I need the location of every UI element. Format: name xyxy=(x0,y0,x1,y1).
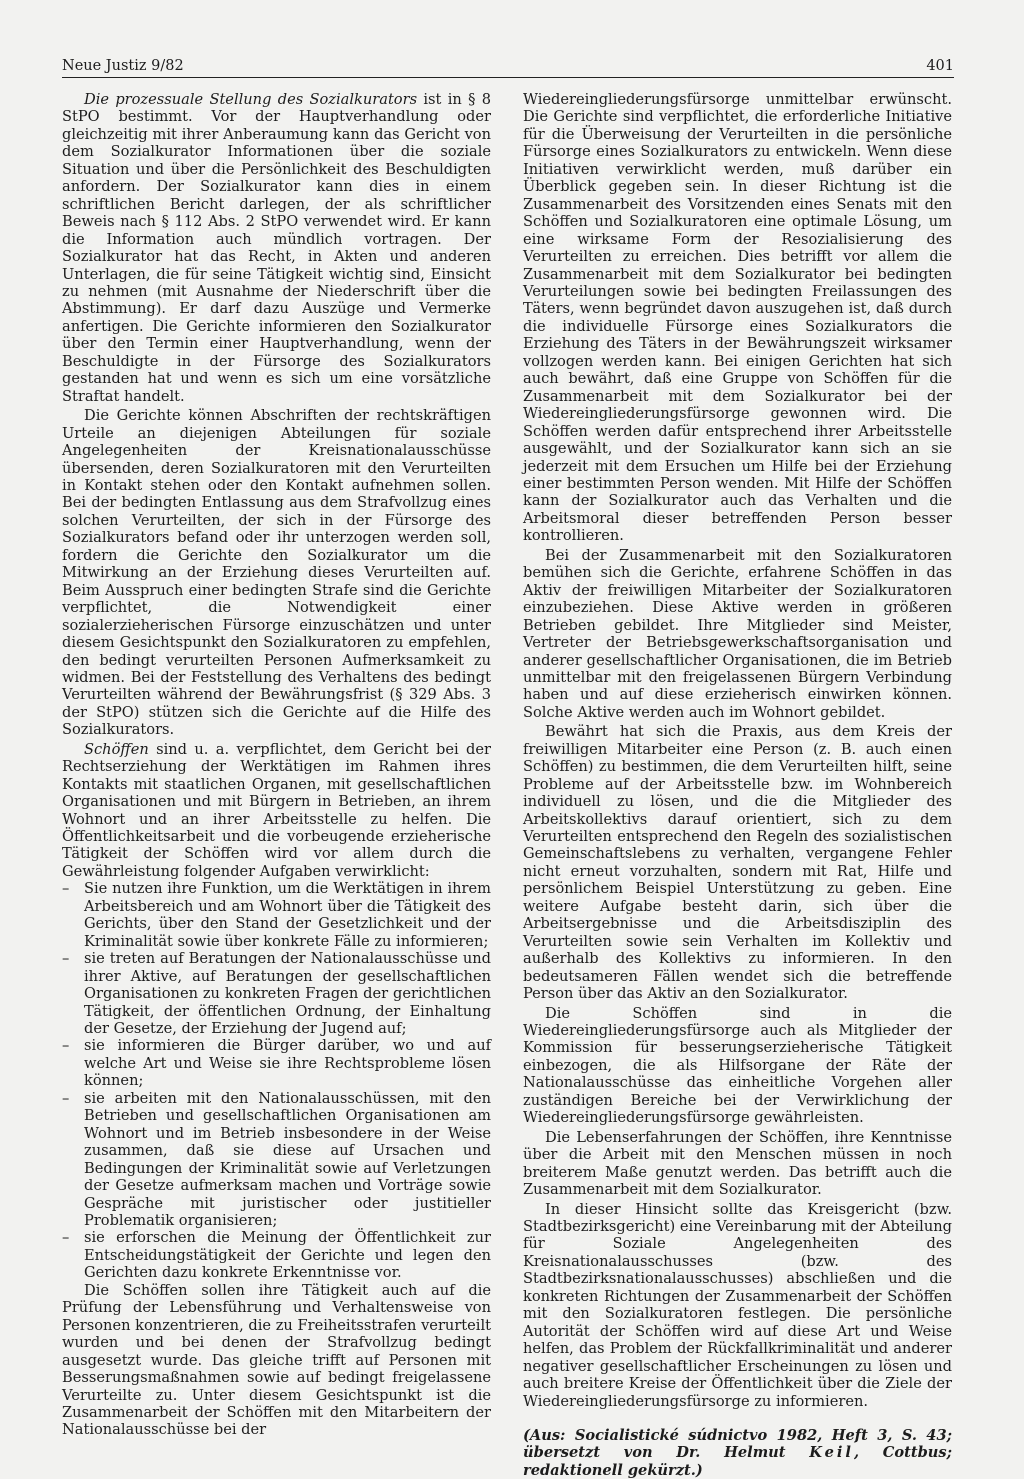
page-number: 401 xyxy=(926,58,954,74)
paragraph: Die Schöffen sollen ihre Tätigkeit auch auf die Prüfung der Lebensführung und Verhaltensweise von Personen konzentrieren, die zu Freiheitsstrafen verurteilt wurden und bei denen der Strafvollzug bedingt ausgesetzt wurde. Das gleiche trifft auf Personen mit Besserungsmaßnahmen sowie auf bedingt freigelassene Verurteilte zu. Unter diesem Gesichtspunkt ist die Zusammenarbeit der Schöffen mit den Mitarbeitern der Nationalausschüsse bei der xyxy=(62,1281,491,1439)
page-header xyxy=(62,58,954,78)
task-list xyxy=(62,880,491,1281)
list-item xyxy=(62,1090,491,1230)
paragraph-lead: Schöffen xyxy=(84,740,149,758)
paragraph: Die Lebenserfahrungen der Schöffen, ihre Kenntnisse über die Arbeit mit den Menschen müssen in noch breiterem Maße genutzt werden. Das betrifft auch die Zusammenarbeit mit dem Sozialkurator. xyxy=(523,1128,952,1199)
list-item xyxy=(62,1037,491,1089)
paragraph-text: sind u. a. verpflichtet, dem Gericht bei der Rechtserziehung der Werktätigen im Rahmen ihres Kontakts mit staatlichen Organen, mit gesellschaftlichen Organisationen und mit Bürgern in Betrieben, an ihrem Wohnort und an ihrer Arbeitsstelle zu helfen. Die Öffentlichkeitsarbeit und die vorbeugende erzieherische Tätigkeit der Schöffen wird vor allem durch die Gewährleistung folgender Aufgaben verwirklicht: xyxy=(62,740,491,880)
paragraph: Bewährt hat sich die Praxis, aus dem Kreis der freiwilligen Mitarbeiter eine Person (z. B. auch einen Schöffen) zu bestimmen, die dem Verurteilten hilft, seine Probleme auf der Arbeitsstelle bzw. im Wohnbereich individuell zu lösen, und die die Mitglieder des Arbeitskollektivs darauf orientiert, sich zu dem Verurteilten entsprechend den Regeln des sozialistischen Gemeinschaftslebens zu verhalten, vergangene Fehler nicht erneut vorzuhalten, sondern mit Rat, Hilfe und persönlichem Beispiel Unterstützung zu geben. Eine weitere Aufgabe besteht darin, sich über die Arbeitsergebnisse und die Arbeitsdisziplin des Verurteilten sowie sein Verhalten im Kollektiv und außerhalb des Kollektivs zu informieren. In den bedeutsameren Fällen wendet sich die betreffende Person über das Aktiv an den Sozialkurator. xyxy=(523,723,952,1003)
list-item-text: sie erforschen die Meinung der Öffentlichkeit zur Entscheidungstätigkeit der Gerichte und legen den Gerichten dazu konkrete Erkenntnisse vor. xyxy=(84,1229,491,1282)
paragraph-lead: Die prozessuale Stellung des Sozialkurators xyxy=(84,91,418,108)
dash-marker: – xyxy=(62,1229,70,1247)
list-item xyxy=(62,880,491,950)
dash-marker: – xyxy=(62,950,70,968)
paragraph: In dieser Hinsicht sollte das Kreisgericht (bzw. Stadtbezirksgericht) eine Vereinbarung mit der Abteilung für Soziale Angelegenheiten des Kreisnationalausschusses (bzw. des Stadtbezirksnationalausschusses) abschließen und die konkreten Richtungen der Zusammenarbeit der Schöffen mit den Sozialkuratoren festlegen. Die persönliche Autorität der Schöffen wird auf diese Art und Weise helfen, das Problem der Rückfallkriminalität und anderer negativer gesellschaftlicher Erscheinungen zu lösen und auch breitere Kreise der Öffentlichkeit über die Ziele der Wiedereingliederungsfürsorge zu informieren. xyxy=(523,1200,952,1410)
list-item-text: Sie nutzen ihre Funktion, um die Werktätigen in ihrem Arbeitsbereich und am Wohnort über die Tätigkeit des Gerichts, über den Stand der Gesetzlichkeit und der Kriminalität sowie über konkrete Fälle zu informieren; xyxy=(84,880,491,950)
left-column xyxy=(62,91,491,1439)
source-remark: , Cottbus; redaktionell gekürzt.) xyxy=(523,1444,952,1479)
list-item-text: sie treten auf Beratungen der Nationalausschüsse und ihrer Aktive, auf Beratungen der gesellschaftlichen Organisationen zu konkreten Fragen der gerichtlichen Tätigkeit, der öffentlichen Ordnung, der Einhaltung der Gesetze, der Erziehung der Jugend auf; xyxy=(84,950,491,1038)
list-item xyxy=(62,950,491,1037)
dash-marker: – xyxy=(62,880,70,898)
paragraph xyxy=(62,91,491,405)
dash-marker: – xyxy=(62,1089,70,1107)
list-item-text: sie informieren die Bürger darüber, wo und auf welche Art und Weise sie ihre Rechtsprobleme lösen können; xyxy=(84,1037,491,1090)
paragraph: Die Schöffen sind in die Wiedereingliederungsfürsorge auch als Mitglieder der Kommission für besserungserzieherische Tätigkeit einbezogen, die als Hilfsorgane der Räte der Nationalausschüsse das einheitliche Vorgehen aller zuständigen Bereiche bei der Verwirklichung der Wiedereingliederungsfürsorge gewährleisten. xyxy=(523,1004,952,1127)
paragraph-text: ist in § 8 StPO bestimmt. Vor der Hauptverhandlung oder gleichzeitig mit ihrer Anberaumung kann das Gericht von dem Sozialkurator Informationen über die soziale Situation und über die Persönlichkeit des Beschuldigten anfordern. Der Sozialkurator kann dies in einem schriftlichen Bericht darlegen, der als schriftlicher Beweis nach § 112 Abs. 2 StPO verwendet wird. Er kann die Information auch mündlich vortragen. Der Sozialkurator hat das Recht, in Akten und anderen Unterlagen, die für seine Tätigkeit wichtig sind, Einsicht zu nehmen (mit Ausnahme der Niederschrift über die Abstimmung). Er darf dazu Auszüge und Vermerke anfertigen. Die Gerichte informieren den Sozialkurator über den Termin einer Hauptverhandlung, wenn der Beschuldigte in der Fürsorge des Sozialkurators gestanden hat und wenn es sich um eine vorsätzliche Straftat handelt. xyxy=(62,91,491,405)
dash-marker: – xyxy=(62,1037,70,1055)
right-column xyxy=(523,91,952,1479)
journal-issue: Neue Justiz 9/82 xyxy=(62,58,184,74)
paragraph: Bei der Zusammenarbeit mit den Sozialkuratoren bemühen sich die Gerichte, erfahrene Schöffen in das Aktiv der freiwilligen Mitarbeiter der Sozialkuratoren einzubeziehen. Diese Aktive werden in größeren Betrieben gebildet. Ihre Mitglieder sind Meister, Vertreter der Betriebsgewerkschaftsorganisation und anderer gesellschaftlicher Organisationen, die im Betrieb unmittelbar mit den freigelassenen Bürgern Verbindung haben und auf diese erzieherisch einwirken können. Solche Aktive werden auch im Wohnort gebildet. xyxy=(523,546,952,721)
paragraph: Die Gerichte können Abschriften der rechtskräftigen Urteile an diejenigen Abteilungen für soziale Angelegenheiten der Kreisnationalausschüsse übersenden, deren Sozialkuratoren mit den Verurteilten in Kontakt stehen oder den Kontakt aufnehmen sollen. Bei der bedingten Entlassung aus dem Strafvollzug eines solchen Verurteilten, der sich in der Fürsorge des Sozialkurators befand oder ihr unterzogen werden soll, fordern die Gerichte den Sozialkurator um die Mitwirkung an der Erziehung dieses Verurteilten auf. Beim Ausspruch einer bedingten Strafe sind die Gerichte verpflichtet, die Notwendigkeit einer sozialerzieherischen Fürsorge einzuschätzen und unter diesem Gesichtspunkt den Sozialkuratoren zu empfehlen, den bedingt verurteilten Personen Aufmerksamkeit zu widmen. Bei der Feststellung des Verhaltens des bedingt Verurteilten während der Bewährungsfrist (§ 329 Abs. 3 der StPO) stützen sich die Gerichte auf die Hilfe des Sozialkurators. xyxy=(62,407,491,739)
list-item xyxy=(62,1229,491,1281)
paragraph-continued: Wiedereingliederungsfürsorge unmittelbar erwünscht. Die Gerichte sind verpflichtet, die erforderliche Initiative für die Überweisung der Verurteilten in die persönliche Fürsorge eines Sozialkurators zu entwickeln. Wenn diese Initiativen verwirklicht werden, muß darüber ein Überblick gegeben sein. In dieser Richtung ist die Zusammenarbeit des Vorsitzenden eines Senats mit den Schöffen und Sozialkuratoren eine optimale Lösung, um eine wirksame Form der Resozialisierung des Verurteilten zu erreichen. Dies betrifft vor allem die Zusammenarbeit mit dem Sozialkurator bei bedingten Verurteilungen sowie bei bedingten Freilassungen des Täters, wenn begründet davon auszugehen ist, daß durch die individuelle Fürsorge eines Sozialkurators die Erziehung des Täters in der Bewährungszeit wirksamer vollzogen werden kann. Bei einigen Gerichten hat sich auch bewährt, daß eine Gruppe von Schöffen für die Zusammenarbeit mit dem Sozialkurator bei der Wiedereingliederungsfürsorge gewonnen wird. Die Schöffen werden dafür entsprechend ihrer Arbeitsstelle ausgewählt, und der Sozialkurator kann sich an sie jederzeit mit dem Ersuchen um Hilfe bei der Erziehung einer bestimmten Person wenden. Mit Hilfe der Schöffen kann der Sozialkurator auch das Verhalten und die Arbeitsmoral dieser betreffenden Person besser kontrollieren. xyxy=(523,91,952,545)
list-item-text: sie arbeiten mit den Nationalausschüssen, mit den Betrieben und gesellschaftlichen Organisationen am Wohnort und im Betrieb insbesondere in der Weise zusammen, daß sie diese auf Ursachen und Bedingungen der Kriminalität sowie auf Verletzungen der Gesetze aufmerksam machen und Vorträge sowie Gespräche mit juristischer oder justitieller Problematik organisieren; xyxy=(84,1089,491,1229)
source-citation: (Aus: Socialistické súdnictvo 1982, Heft 3, S. 43; übersetzt von Dr. Helmut xyxy=(523,1426,952,1462)
source-note xyxy=(523,1427,952,1479)
paragraph xyxy=(62,741,491,881)
translator-name: Keil xyxy=(809,1444,854,1462)
